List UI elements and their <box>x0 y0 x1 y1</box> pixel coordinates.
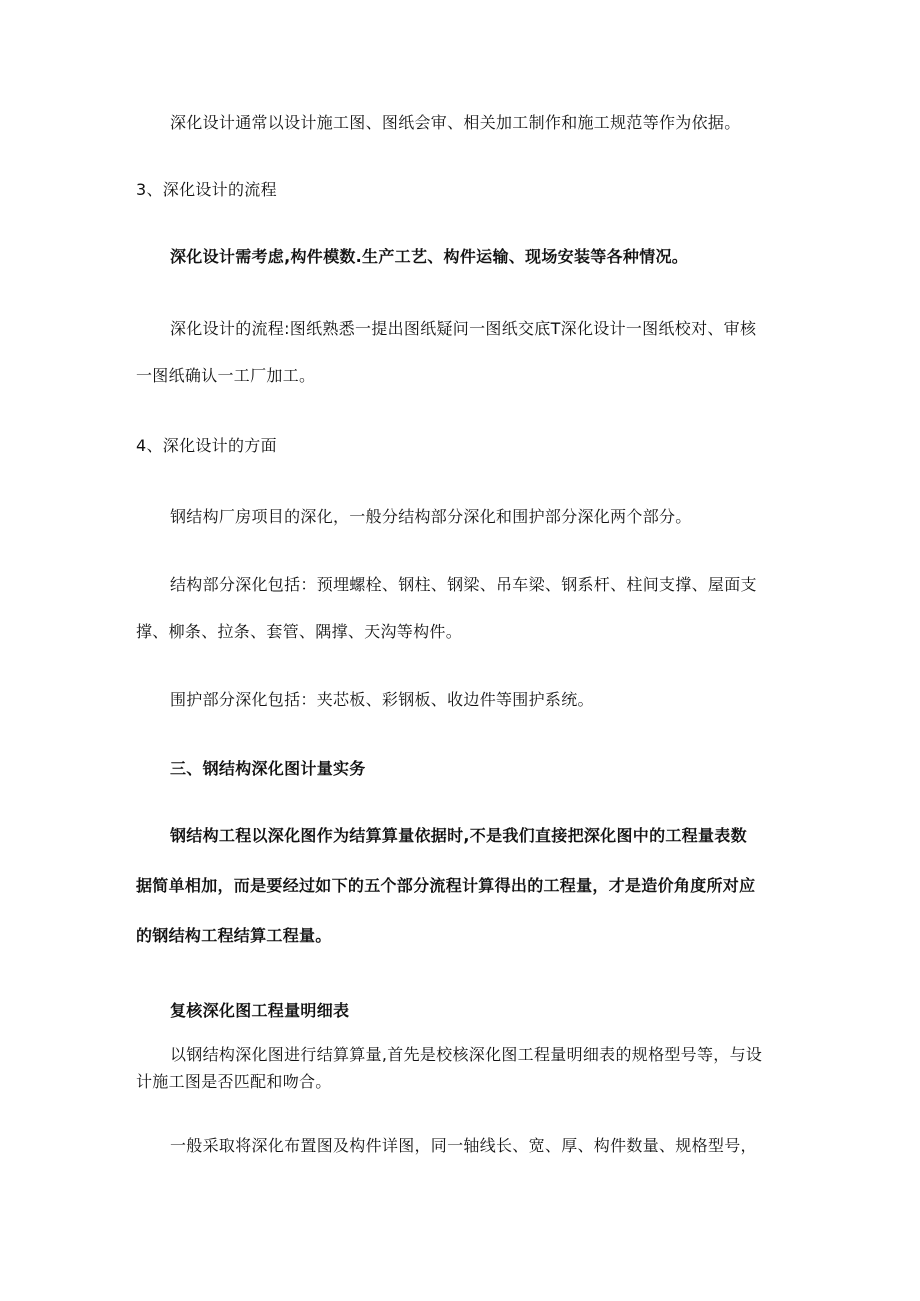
section-title-measurement: 三、钢结构深化图计量实务 <box>170 759 366 778</box>
heading-design-aspects: 4、深化设计的方面 <box>136 436 277 455</box>
paragraph-settlement-line-1: 钢结构工程以深化图作为结算算量依据时,不是我们直接把深化图中的工程量表数 <box>170 826 747 845</box>
paragraph-settlement-line-2: 据简单相加，而是要经过如下的五个部分流程计算得出的工程量，才是造价角度所对应 <box>136 876 756 895</box>
paragraph-method: 一般采取将深化布置图及构件详图，同一轴线长、宽、厚、构件数量、规格型号， <box>170 1136 757 1155</box>
paragraph-project-scope: 钢结构厂房项目的深化，一般分结构部分深化和围护部分深化两个部分。 <box>170 507 692 526</box>
paragraph-settlement-line-3: 的钢结构工程结算工程量。 <box>136 926 332 945</box>
paragraph-review-line-2: 计施工图是否匹配和吻合。 <box>136 1072 332 1091</box>
heading-design-process: 3、深化设计的流程 <box>136 180 277 199</box>
paragraph-basis: 深化设计通常以设计施工图、图纸会审、相关加工制作和施工规范等作为依据。 <box>170 113 741 132</box>
paragraph-process-line-1: 深化设计的流程:图纸熟悉一提出图纸疑问一图纸交底T深化设计一图纸校对、审核 <box>170 319 757 338</box>
subheading-review-schedule: 复核深化图工程量明细表 <box>170 1001 350 1020</box>
paragraph-considerations: 深化设计需考虑,构件模数.生产工艺、构件运输、现场安装等各种情况。 <box>170 247 689 266</box>
paragraph-structure-line-1: 结构部分深化包括：预埋螺栓、钢柱、钢梁、吊车梁、钢系杆、柱间支撑、屋面支 <box>170 575 757 594</box>
paragraph-structure-line-2: 撑、柳条、拉条、套管、隅撑、天沟等构件。 <box>136 622 463 641</box>
paragraph-process-line-2: 一图纸确认一工厂加工。 <box>136 366 316 385</box>
paragraph-envelope: 围护部分深化包括：夹芯板、彩钢板、收边件等围护系统。 <box>170 690 594 709</box>
paragraph-review-line-1: 以钢结构深化图进行结算算量,首先是校核深化图工程量明细表的规格型号等，与设 <box>170 1045 763 1064</box>
